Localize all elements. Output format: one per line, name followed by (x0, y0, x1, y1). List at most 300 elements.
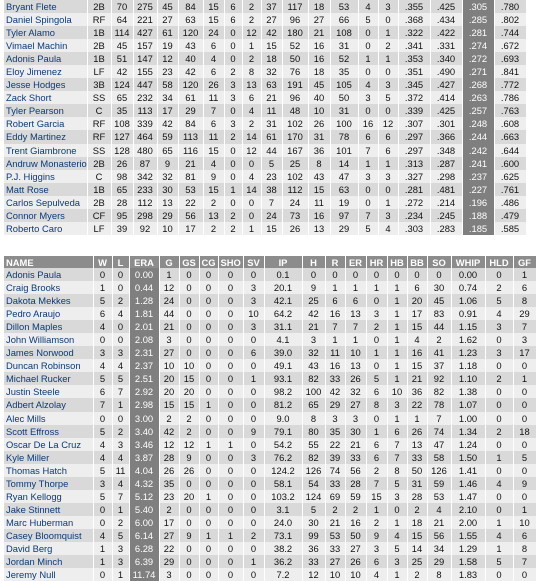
player-name: Marc Huberman (4, 516, 93, 529)
stat-cell: 2B (87, 157, 111, 170)
stat-cell: 0 (199, 346, 218, 359)
column-header: WHIP (451, 256, 485, 268)
stat-cell: 1B (87, 183, 111, 196)
stat-cell: 2 (243, 529, 264, 542)
stat-cell: 0 (243, 477, 264, 490)
stat-cell: 2 (224, 209, 242, 222)
pitching-header-row (4, 256, 536, 268)
stat-cell: 27 (159, 346, 179, 359)
stat-cell: 53 (427, 490, 451, 503)
stat-cell: 3 (345, 412, 366, 425)
stat-cell: 2 (366, 464, 387, 477)
stat-cell: 127 (111, 130, 133, 143)
stat-cell: 124 (302, 490, 325, 503)
stat-cell: 33 (325, 372, 345, 385)
stat-cell: 2 (159, 503, 179, 516)
stat-cell: 5 (93, 425, 112, 438)
stat-cell: 1 (513, 268, 536, 281)
stat-cell: 6 (366, 555, 387, 568)
stat-cell: 10 (513, 516, 536, 529)
stat-cell: 10 (325, 568, 345, 581)
stat-cell: .763 (494, 104, 526, 117)
stat-cell: 3 (224, 78, 242, 91)
stat-cell: 27 (261, 13, 282, 26)
batting-row (4, 65, 526, 78)
stat-cell: 0 (199, 464, 218, 477)
stat-cell: 112 (133, 196, 157, 209)
stat-cell: 15 (407, 359, 427, 372)
stat-cell: 1.47 (451, 490, 485, 503)
stat-cell: 0 (366, 359, 387, 372)
stat-cell: 0 (358, 39, 378, 52)
stat-cell: .339 (398, 104, 430, 117)
stat-cell: 42 (111, 65, 133, 78)
stat-cell: 16 (325, 359, 345, 372)
stat-cell: .341 (398, 39, 430, 52)
stat-cell: 5 (93, 464, 112, 477)
stat-cell: 2 (242, 52, 261, 65)
stat-cell: 0 (513, 412, 536, 425)
stat-cell: 0 (218, 412, 243, 425)
stat-cell: 5 (366, 372, 387, 385)
stat-cell: 23 (159, 490, 179, 503)
stat-cell: 0 (485, 398, 513, 411)
stat-cell: 6 (345, 294, 366, 307)
stat-cell: 0 (485, 333, 513, 346)
stat-cell: 21 (407, 372, 427, 385)
batting-row (4, 170, 526, 183)
stat-cell: 13 (407, 438, 427, 451)
stat-cell: .301 (430, 117, 462, 130)
stat-cell: 16 (308, 52, 330, 65)
stat-cell: 6 (224, 0, 242, 13)
stat-cell: 0 (387, 268, 407, 281)
stat-cell: 15 (179, 372, 199, 385)
stat-cell: 101 (330, 144, 358, 157)
stat-cell: 4 (358, 0, 378, 13)
stat-cell: 7 (203, 104, 224, 117)
stat-cell: 0 (199, 281, 218, 294)
stat-cell: 10 (308, 104, 330, 117)
stat-cell: 0 (199, 307, 218, 320)
stat-cell: 1 (243, 555, 264, 568)
stat-cell: 42 (302, 307, 325, 320)
player-name: Roberto Caro (4, 222, 87, 235)
stat-cell: 128 (111, 144, 133, 157)
player-name: Adonis Paula (4, 268, 93, 281)
stat-cell: 3 (112, 346, 129, 359)
stat-cell: 24 (203, 26, 224, 39)
stat-cell: 4 (203, 52, 224, 65)
stat-cell: 65 (157, 144, 178, 157)
stat-cell: 2 (112, 425, 129, 438)
stat-cell: 12 (302, 568, 325, 581)
stat-cell: 50 (330, 91, 358, 104)
stat-cell: 0 (199, 477, 218, 490)
stat-cell: 24 (159, 294, 179, 307)
stat-cell: 3.46 (129, 438, 159, 451)
stat-cell: 0 (112, 320, 129, 333)
stat-cell: 44 (427, 320, 451, 333)
pitching-row (4, 529, 536, 542)
stat-cell: 6 (203, 65, 224, 78)
stat-cell: 26 (345, 372, 366, 385)
stat-cell: 1 (387, 359, 407, 372)
pitching-row (4, 268, 536, 281)
stat-cell: 117 (282, 0, 308, 13)
stat-cell: 427 (133, 26, 157, 39)
stat-cell: 26 (179, 464, 199, 477)
stat-cell: 1 (199, 529, 218, 542)
stat-cell: 3 (224, 117, 242, 130)
stat-cell: 0 (218, 503, 243, 516)
stat-cell: 10 (243, 307, 264, 320)
stat-cell: 2 (242, 0, 261, 13)
stat-cell: 6 (242, 91, 261, 104)
stat-cell: 0 (243, 516, 264, 529)
stat-cell: 3 (513, 333, 536, 346)
stat-cell: 3 (366, 307, 387, 320)
stat-cell: 21 (325, 516, 345, 529)
stat-cell: 1 (358, 157, 378, 170)
stat-cell: 49.1 (264, 359, 302, 372)
stat-cell: 36 (308, 144, 330, 157)
stat-cell: 0 (218, 542, 243, 555)
column-header: R (325, 256, 345, 268)
stat-cell: 155 (133, 65, 157, 78)
stat-cell: 3 (159, 333, 179, 346)
stat-cell: 43 (178, 39, 203, 52)
stat-cell: 11 (308, 196, 330, 209)
stat-cell: .331 (430, 39, 462, 52)
stat-cell: 3 (325, 412, 345, 425)
batting-stats-table (4, 0, 527, 235)
stat-cell: 0 (93, 412, 112, 425)
stat-cell: 23 (157, 65, 178, 78)
stat-cell: .245 (430, 209, 462, 222)
stat-cell: 31 (330, 39, 358, 52)
stat-cell: 58.1 (264, 477, 302, 490)
stat-cell: 0 (199, 412, 218, 425)
stat-cell: 5 (513, 451, 536, 464)
batting-row (4, 209, 526, 222)
stat-cell: 0 (366, 333, 387, 346)
stat-cell: 1 (93, 542, 112, 555)
stat-cell: 1.41 (451, 464, 485, 477)
stat-cell: 2.51 (129, 372, 159, 385)
stat-cell: 35 (159, 477, 179, 490)
stat-cell: 27 (157, 13, 178, 26)
stat-cell: 0 (218, 385, 243, 398)
stat-cell: 35 (325, 425, 345, 438)
stat-cell: 3 (358, 91, 378, 104)
stat-cell: 54.2 (264, 438, 302, 451)
stat-cell: 0 (179, 503, 199, 516)
stat-cell: 20.1 (264, 281, 302, 294)
stat-cell: 0 (358, 183, 378, 196)
player-name: Jesse Hodges (4, 78, 87, 91)
player-name: Zack Short (4, 91, 87, 104)
stat-cell: 48 (282, 104, 308, 117)
stat-cell: 7 (112, 385, 129, 398)
stat-cell: 1 (345, 333, 366, 346)
stat-cell: 0 (218, 333, 243, 346)
stat-cell: 114 (111, 26, 133, 39)
stat-cell: 0 (218, 464, 243, 477)
stat-cell: 0 (243, 490, 264, 503)
stat-cell: 33 (407, 451, 427, 464)
column-header: GS (179, 256, 199, 268)
stat-cell: 17 (407, 307, 427, 320)
stat-cell: 3 (485, 346, 513, 359)
stat-cell: 3 (378, 0, 398, 13)
stat-cell: CF (87, 209, 111, 222)
stat-cell: 1 (387, 294, 407, 307)
stat-cell: 0 (93, 503, 112, 516)
stat-cell: 116 (178, 144, 203, 157)
stat-cell: 40 (308, 91, 330, 104)
stat-cell: 61 (178, 91, 203, 104)
stat-cell: 1.38 (451, 385, 485, 398)
batting-row (4, 39, 526, 52)
pitching-row (4, 281, 536, 294)
stat-cell: 5.40 (129, 503, 159, 516)
stat-cell: 0 (358, 196, 378, 209)
pitching-stats-table (4, 256, 537, 581)
pitching-row (4, 568, 536, 581)
stat-cell: 6.39 (129, 555, 159, 568)
stat-cell: .257 (462, 104, 494, 117)
stat-cell: 14 (242, 183, 261, 196)
stat-cell: 0 (199, 294, 218, 307)
stat-cell: 1 (366, 281, 387, 294)
stat-cell: 99 (302, 529, 325, 542)
stat-cell: .298 (430, 170, 462, 183)
stat-cell: 105 (330, 78, 358, 91)
stat-cell: .196 (462, 196, 494, 209)
stat-cell: 0 (218, 294, 243, 307)
batting-row (4, 78, 526, 91)
stat-cell: .786 (494, 91, 526, 104)
stat-cell: 83 (427, 307, 451, 320)
stat-cell: 1.23 (451, 346, 485, 359)
player-name: Robert Garcia (4, 117, 87, 130)
column-header: W (93, 256, 112, 268)
stat-cell: 4.1 (264, 333, 302, 346)
stat-cell: 3 (93, 346, 112, 359)
stat-cell: .303 (398, 222, 430, 235)
stat-cell: .345 (398, 78, 430, 91)
stat-cell: 63 (330, 183, 358, 196)
stat-cell: 0 (224, 170, 242, 183)
stat-cell: .761 (494, 183, 526, 196)
stat-cell: 6 (203, 39, 224, 52)
stat-cell: .366 (430, 130, 462, 143)
stat-cell: 5 (485, 294, 513, 307)
stat-cell: 27 (308, 13, 330, 26)
stat-cell: 1 (345, 281, 366, 294)
stat-cell: 1 (485, 451, 513, 464)
stat-cell: 84 (178, 0, 203, 13)
stat-cell: 480 (133, 144, 157, 157)
stat-cell: 21 (345, 438, 366, 451)
stat-cell: 9 (179, 451, 199, 464)
stat-cell: 15 (203, 144, 224, 157)
stat-cell: 0 (179, 294, 199, 307)
stat-cell: 3 (243, 320, 264, 333)
stat-cell: 3.1 (264, 503, 302, 516)
stat-cell: 0 (366, 268, 387, 281)
stat-cell: 0 (243, 464, 264, 477)
stat-cell: 0 (218, 359, 243, 372)
stat-cell: 2.01 (129, 320, 159, 333)
stat-cell: .414 (430, 91, 462, 104)
stat-cell: 6 (203, 117, 224, 130)
column-header: L (112, 256, 129, 268)
stat-cell: 27 (345, 398, 366, 411)
stat-cell: 7 (93, 398, 112, 411)
stat-cell: 342 (133, 170, 157, 183)
stat-cell: 29 (427, 555, 451, 568)
stat-cell: 0 (358, 65, 378, 78)
stat-cell: .283 (430, 222, 462, 235)
stat-cell: 82 (302, 372, 325, 385)
stat-cell: 51 (111, 52, 133, 65)
stat-cell: 0 (179, 568, 199, 581)
stat-cell: 24 (282, 196, 308, 209)
stat-cell: 5 (378, 91, 398, 104)
stat-cell: 0 (112, 412, 129, 425)
stat-cell: 1 (242, 222, 261, 235)
stat-cell: 0 (218, 516, 243, 529)
stat-cell: 1 (387, 320, 407, 333)
stat-cell: 2 (485, 425, 513, 438)
stat-cell: .234 (398, 209, 430, 222)
stat-cell: 5 (358, 222, 378, 235)
stat-cell: 5 (261, 157, 282, 170)
stat-cell: .422 (430, 26, 462, 39)
stat-cell: 14 (330, 157, 358, 170)
batting-row (4, 183, 526, 196)
stat-cell: .663 (494, 130, 526, 143)
stat-cell: 23 (261, 170, 282, 183)
stat-cell: 59 (427, 477, 451, 490)
player-name: Scott Effross (4, 425, 93, 438)
stat-cell: 29 (325, 398, 345, 411)
stat-cell: 26 (407, 425, 427, 438)
stat-cell: 1 (366, 346, 387, 359)
stat-cell: 0 (218, 320, 243, 333)
pitching-row (4, 425, 536, 438)
player-name: Dillon Maples (4, 320, 93, 333)
stat-cell: 2 (203, 196, 224, 209)
stat-cell: 3 (387, 398, 407, 411)
stat-cell: 13 (345, 307, 366, 320)
stat-cell: 1.28 (129, 294, 159, 307)
stat-cell: 43 (308, 170, 330, 183)
player-name: Alec Mills (4, 412, 93, 425)
stat-cell: 42 (159, 425, 179, 438)
stat-cell: 0 (485, 412, 513, 425)
batting-row (4, 196, 526, 209)
stat-cell: 0 (243, 268, 264, 281)
stat-cell: 0 (218, 372, 243, 385)
stat-cell: 2.37 (129, 359, 159, 372)
stat-cell: 47 (330, 170, 358, 183)
stat-cell: .368 (398, 13, 430, 26)
stat-cell: 18 (261, 52, 282, 65)
stat-cell: 2 (427, 333, 451, 346)
stat-cell: 38 (261, 183, 282, 196)
stat-cell: 9 (157, 157, 178, 170)
stat-cell: 52 (282, 39, 308, 52)
stat-cell: 17 (178, 222, 203, 235)
stat-cell: 0 (378, 104, 398, 117)
stat-cell: 3 (378, 170, 398, 183)
stat-cell: 4 (112, 307, 129, 320)
pitching-row (4, 451, 536, 464)
stat-cell: 0 (224, 196, 242, 209)
stat-cell: 1 (199, 490, 218, 503)
stat-cell: 2 (485, 281, 513, 294)
stat-cell: 35 (111, 104, 133, 117)
stat-cell: 0 (378, 183, 398, 196)
stat-cell: 1 (224, 183, 242, 196)
stat-cell: 0 (378, 65, 398, 78)
column-header: GF (513, 256, 536, 268)
stat-cell: 34 (157, 91, 178, 104)
stat-cell: 126 (427, 464, 451, 477)
stat-cell: 1 (485, 516, 513, 529)
stat-cell: 59 (157, 130, 178, 143)
player-name: Adonis Paula (4, 52, 87, 65)
batting-row (4, 104, 526, 117)
stat-cell: 6 (513, 529, 536, 542)
stat-cell: 18 (407, 516, 427, 529)
stat-cell: 11 (203, 130, 224, 143)
stat-cell: .327 (398, 170, 430, 183)
stat-cell: 37 (427, 359, 451, 372)
pitching-row (4, 333, 536, 346)
stat-cell: 32 (261, 65, 282, 78)
stat-cell: 10 (159, 359, 179, 372)
stat-cell: 39 (111, 222, 133, 235)
player-name: Eloy Jimenez (4, 65, 87, 78)
stat-cell: 232 (133, 91, 157, 104)
stat-cell: 76.2 (264, 451, 302, 464)
stat-cell: 56 (345, 464, 366, 477)
stat-cell: 42 (157, 117, 178, 130)
pitching-row (4, 412, 536, 425)
stat-cell: 6.00 (129, 516, 159, 529)
stat-cell: 3 (358, 170, 378, 183)
stat-cell: 9 (302, 281, 325, 294)
stat-cell: 8 (427, 568, 451, 581)
stat-cell: 4 (407, 333, 427, 346)
stat-cell: .241 (462, 157, 494, 170)
stat-cell: .625 (494, 170, 526, 183)
stat-cell: 0 (112, 281, 129, 294)
stat-cell: 3 (93, 477, 112, 490)
stat-cell: 36.2 (264, 555, 302, 568)
stat-cell: 21 (159, 320, 179, 333)
stat-cell: 2B (87, 0, 111, 13)
stat-cell: 93.1 (264, 372, 302, 385)
stat-cell: 30 (302, 516, 325, 529)
stat-cell: 0 (224, 52, 242, 65)
stat-cell: RF (87, 117, 111, 130)
stat-cell: 2 (345, 503, 366, 516)
